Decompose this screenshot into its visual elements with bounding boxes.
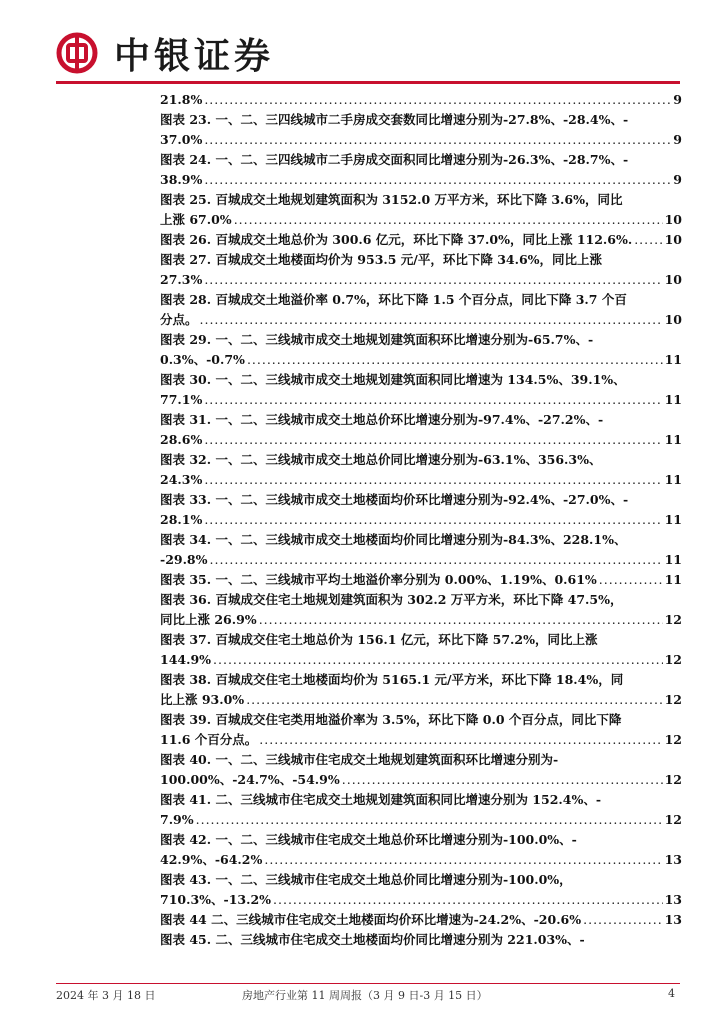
toc-page-number: 9 xyxy=(673,172,682,187)
dot-leader xyxy=(583,910,662,930)
toc-entry[interactable] xyxy=(160,370,682,410)
toc-page-number: 10 xyxy=(664,272,682,287)
toc-entry[interactable] xyxy=(160,330,682,370)
toc-entry[interactable] xyxy=(160,790,682,830)
toc-entry[interactable] xyxy=(160,230,682,250)
toc-page-number: 12 xyxy=(664,612,682,627)
toc-page-number: 11 xyxy=(664,512,682,527)
dot-leader xyxy=(204,170,671,190)
toc-entry-text: 图表 39. 百城成交住宅类用地溢价率为 3.5%，环比下降 0.0 个百分点，同比下降 xyxy=(160,712,622,727)
toc-entry-text: 图表 23. 一、二、三四线城市二手房成交套数同比增速分别为-27.8%、-28.4%、- xyxy=(160,112,629,127)
toc-page-number: 10 xyxy=(664,312,682,327)
toc-entry-text: 图表 34. 一、二、三线城市成交土地楼面均价同比增速分别为-84.3%、228.1%、 xyxy=(160,532,627,547)
toc-page-number: 11 xyxy=(664,472,682,487)
toc-entry-text: 38.9% xyxy=(160,172,203,187)
toc-page-number: 12 xyxy=(664,812,682,827)
page-number: 4 xyxy=(668,987,675,1000)
dot-leader xyxy=(204,430,662,450)
dot-leader xyxy=(204,90,671,110)
toc-entry-text: 图表 31. 一、二、三线城市成交土地总价环比增速分别为-97.4%、-27.2%、- xyxy=(160,412,604,427)
dot-leader xyxy=(259,610,663,630)
toc-entry-text: 图表 28. 百城成交土地溢价率 0.7%，环比下降 1.5 个百分点，同比下降 3.7 个百 xyxy=(160,292,627,307)
toc-page-number: 11 xyxy=(664,572,682,587)
toc-entry[interactable] xyxy=(160,750,682,790)
toc-entry-text: 11.6 个百分点。 xyxy=(160,732,258,747)
toc-entry-text: 37.0% xyxy=(160,132,203,147)
boc-logo-icon xyxy=(56,32,98,74)
footer-divider xyxy=(56,983,680,984)
toc-entry-text: 图表 33. 一、二、三线城市成交土地楼面均价环比增速分别为-92.4%、-27.0%、- xyxy=(160,492,629,507)
toc-page-number: 11 xyxy=(664,432,682,447)
footer-title: 房地产行业第 11 周周报（3 月 9 日-3 月 15 日） xyxy=(242,989,488,1002)
toc-page-number: 12 xyxy=(664,692,682,707)
toc-entry[interactable] xyxy=(160,590,682,630)
toc-entry-text: 图表 44 二、三线城市住宅成交土地楼面均价环比增速为-24.2%、-20.6% xyxy=(160,912,582,927)
toc-entry-text: 图表 24. 一、二、三四线城市二手房成交面积同比增速分别为-26.3%、-28.7%、- xyxy=(160,152,629,167)
toc-entry-text: 图表 32. 一、二、三线城市成交土地总价同比增速分别为-63.1%、356.3%、 xyxy=(160,452,602,467)
toc-entry-text: 图表 37. 百城成交住宅土地总价为 156.1 亿元，环比下降 57.2%，同比上涨 xyxy=(160,632,598,647)
toc-page-number: 12 xyxy=(664,652,682,667)
footer-date: 2024 年 3 月 18 日 xyxy=(56,989,156,1002)
toc-entry[interactable] xyxy=(160,670,682,710)
toc-entry-text: 42.9%、-64.2% xyxy=(160,852,263,867)
toc-entry[interactable] xyxy=(160,150,682,190)
toc-entry-text: 21.8% xyxy=(160,92,203,107)
toc-entry-text: 比上涨 93.0% xyxy=(160,692,245,707)
toc-page-number: 13 xyxy=(664,912,682,927)
toc-entry[interactable] xyxy=(160,930,682,950)
toc-entry-text: 图表 40. 一、二、三线城市住宅成交土地规划建筑面积环比增速分别为- xyxy=(160,752,559,767)
toc-entry-text: 图表 41. 二、三线城市住宅成交土地规划建筑面积同比增速分别为 152.4%、- xyxy=(160,792,602,807)
dot-leader xyxy=(204,390,662,410)
toc-entry-text: 77.1% xyxy=(160,392,203,407)
toc-entry[interactable] xyxy=(160,110,682,150)
toc-entry[interactable] xyxy=(160,830,682,870)
toc-entry-text: 图表 38. 百城成交住宅土地楼面均价为 5165.1 元/平方米，环比下降 18.4%，同 xyxy=(160,672,624,687)
toc-entry[interactable] xyxy=(160,630,682,670)
dot-leader xyxy=(204,130,671,150)
toc-entry-text: 144.9% xyxy=(160,652,212,667)
toc-entry-text: -29.8% xyxy=(160,552,208,567)
dot-leader xyxy=(204,470,662,490)
toc-entry[interactable] xyxy=(160,530,682,570)
dot-leader xyxy=(204,510,662,530)
toc-entry[interactable] xyxy=(160,250,682,290)
toc-entry-text: 24.3% xyxy=(160,472,203,487)
dot-leader xyxy=(204,270,662,290)
dot-leader xyxy=(259,730,662,750)
toc-entry-text: 28.1% xyxy=(160,512,203,527)
toc-entry-text: 图表 27. 百城成交土地楼面均价为 953.5 元/平，环比下降 34.6%，同比上涨 xyxy=(160,252,603,267)
dot-leader xyxy=(342,770,663,790)
toc-entry-text: 100.00%、-24.7%、-54.9% xyxy=(160,772,340,787)
toc-entry[interactable] xyxy=(160,910,682,930)
dot-leader xyxy=(213,650,663,670)
toc-entry[interactable] xyxy=(160,450,682,490)
toc-page-number: 10 xyxy=(664,212,682,227)
dot-leader xyxy=(234,210,663,230)
toc-entry[interactable] xyxy=(160,870,682,910)
toc-page-number: 13 xyxy=(664,852,682,867)
toc-entry-text: 图表 26. 百城成交土地总价为 300.6 亿元，环比下降 37.0%，同比上涨 112.6%. xyxy=(160,232,633,247)
page-header xyxy=(0,0,724,86)
table-of-figures xyxy=(160,90,682,950)
toc-entry[interactable] xyxy=(160,290,682,330)
dot-leader xyxy=(247,350,663,370)
dot-leader xyxy=(196,810,663,830)
toc-entry-text: 28.6% xyxy=(160,432,203,447)
dot-leader xyxy=(246,690,662,710)
toc-entry-text: 同比上涨 26.9% xyxy=(160,612,257,627)
toc-entry-text: 图表 25. 百城成交土地规划建筑面积为 3152.0 万平方米，环比下降 3.6%，同比 xyxy=(160,192,623,207)
dot-leader xyxy=(200,310,663,330)
toc-page-number: 9 xyxy=(673,132,682,147)
dot-leader xyxy=(273,890,663,910)
toc-entry[interactable] xyxy=(160,190,682,230)
toc-page-number: 11 xyxy=(664,352,682,367)
dot-leader xyxy=(210,550,663,570)
toc-entry[interactable] xyxy=(160,410,682,450)
toc-page-number: 11 xyxy=(664,392,682,407)
toc-entry-text: 上涨 67.0% xyxy=(160,212,232,227)
toc-entry-text: 710.3%、-13.2% xyxy=(160,892,272,907)
toc-page-number: 12 xyxy=(664,732,682,747)
toc-entry-text: 图表 43. 一、二、三线城市住宅成交土地总价同比增速分别为-100.0%， xyxy=(160,872,572,887)
toc-page-number: 12 xyxy=(664,772,682,787)
dot-leader xyxy=(599,570,663,590)
toc-page-number: 10 xyxy=(664,232,682,247)
toc-page-number: 13 xyxy=(664,892,682,907)
toc-entry-text: 图表 45. 二、三线城市住宅成交土地楼面均价同比增速分别为 221.03%、- xyxy=(160,932,585,947)
toc-entry-text: 分点。 xyxy=(160,312,198,327)
toc-entry-text: 图表 36. 百城成交住宅土地规划建筑面积为 302.2 万平方米，环比下降 47.5%， xyxy=(160,592,623,607)
toc-entry[interactable] xyxy=(160,570,682,590)
toc-page-number: 9 xyxy=(673,92,682,107)
toc-entry-text: 7.9% xyxy=(160,812,194,827)
toc-entry[interactable] xyxy=(160,710,682,750)
toc-entry-text: 图表 30. 一、二、三线城市成交土地规划建筑面积同比增速为 134.5%、39.1%、 xyxy=(160,372,626,387)
toc-entry-text: 图表 29. 一、二、三线城市成交土地规划建筑面积环比增速分别为-65.7%、- xyxy=(160,332,594,347)
toc-entry[interactable] xyxy=(160,490,682,530)
dot-leader xyxy=(634,230,662,250)
dot-leader xyxy=(264,850,662,870)
toc-page-number: 11 xyxy=(664,552,682,567)
toc-entry-text: 27.3% xyxy=(160,272,203,287)
toc-entry-text: 图表 42. 一、二、三线城市住宅成交土地总价环比增速分别为-100.0%、- xyxy=(160,832,577,847)
header-divider xyxy=(56,81,680,84)
brand-name: 中银证券 xyxy=(114,36,275,77)
toc-entry-text: 图表 35. 一、二、三线城市平均土地溢价率分别为 0.00%、1.19%、0.61% xyxy=(160,572,597,587)
toc-entry-text: 0.3%、-0.7% xyxy=(160,352,245,367)
toc-entry[interactable] xyxy=(160,90,682,110)
